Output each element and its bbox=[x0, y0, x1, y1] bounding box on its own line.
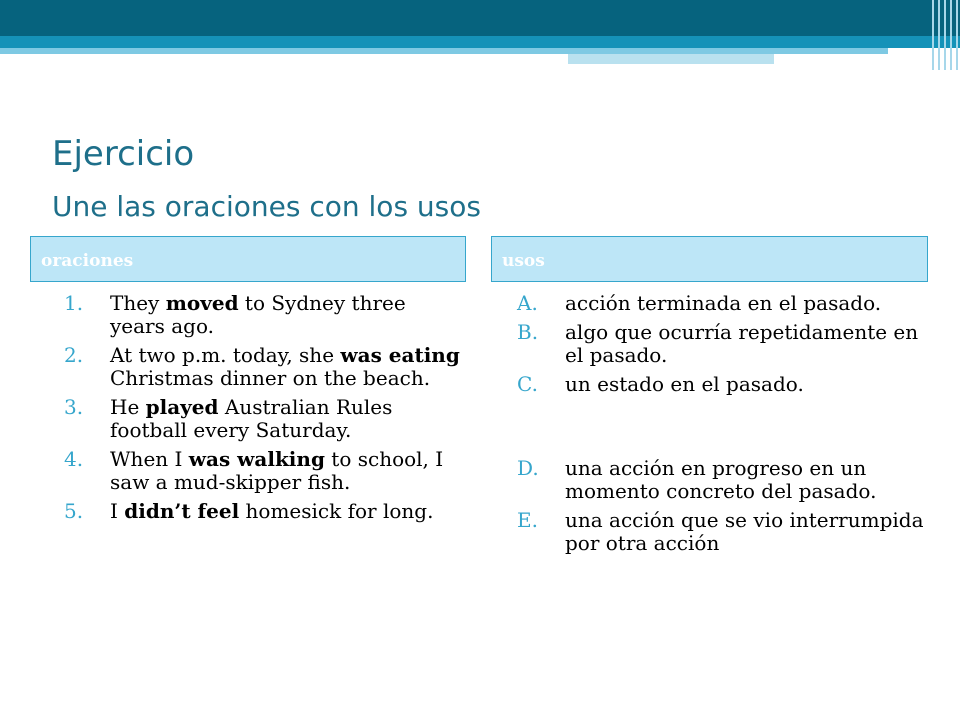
list-marker: E. bbox=[517, 508, 538, 532]
slide-subtitle: Une las oraciones con los usos bbox=[52, 190, 481, 223]
sentence-verb: moved bbox=[165, 291, 239, 315]
sentence-text: He bbox=[110, 395, 146, 419]
column-header-usos: usos bbox=[491, 236, 928, 282]
list-marker: 5. bbox=[64, 499, 84, 523]
banner-dark-band bbox=[0, 0, 960, 36]
list-marker: 2. bbox=[64, 343, 84, 367]
slide-title: Ejercicio bbox=[52, 134, 195, 174]
sentence-text: homesick for long. bbox=[239, 499, 434, 523]
list-marker: D. bbox=[517, 456, 539, 480]
list-item bbox=[517, 321, 927, 367]
sentence-text: They bbox=[110, 291, 166, 315]
list-marker: 1. bbox=[64, 291, 84, 315]
banner-light-segment bbox=[568, 54, 774, 64]
banner-mid-band bbox=[0, 36, 960, 48]
list-marker: B. bbox=[517, 320, 539, 344]
use-text: un estado en el pasado. bbox=[565, 372, 804, 396]
sentence-text: At two p.m. today, she bbox=[110, 343, 341, 367]
sentence-text: Australian Rules football every Saturday. bbox=[110, 395, 393, 442]
sentence-verb: didn’t feel bbox=[124, 499, 240, 523]
sentences-list bbox=[64, 292, 464, 529]
use-text: una acción que se vio interrumpida por otra acción bbox=[565, 508, 924, 555]
sentence-verb: was walking bbox=[188, 447, 325, 471]
list-marker: C. bbox=[517, 372, 538, 396]
uses-list bbox=[517, 292, 927, 561]
column-header-oraciones: oraciones bbox=[30, 236, 466, 282]
sentence-text: Christmas dinner on the beach. bbox=[110, 366, 431, 390]
sentence-text: I bbox=[110, 499, 125, 523]
list-item bbox=[517, 509, 927, 555]
list-item bbox=[64, 396, 464, 442]
list-marker: A. bbox=[517, 291, 538, 315]
list-item bbox=[64, 500, 464, 523]
top-banner bbox=[0, 0, 960, 70]
sentence-verb: played bbox=[145, 395, 219, 419]
banner-stripes bbox=[930, 0, 960, 70]
list-item bbox=[64, 344, 464, 390]
use-text: acción terminada en el pasado. bbox=[565, 291, 882, 315]
list-item bbox=[517, 292, 927, 315]
list-marker: 4. bbox=[64, 447, 84, 471]
list-item bbox=[64, 292, 464, 338]
use-text: una acción en progreso en un momento concreto del pasado. bbox=[565, 456, 877, 503]
list-item bbox=[517, 457, 927, 503]
list-marker: 3. bbox=[64, 395, 84, 419]
sentence-text: to school, I saw a mud-skipper fish. bbox=[110, 447, 444, 494]
sentence-text: When I bbox=[110, 447, 189, 471]
list-item bbox=[517, 373, 927, 396]
list-item bbox=[64, 448, 464, 494]
sentence-verb: was eating bbox=[340, 343, 460, 367]
sentence-text: to Sydney three years ago. bbox=[110, 291, 406, 338]
use-text: algo que ocurría repetidamente en el pasado. bbox=[565, 320, 919, 367]
